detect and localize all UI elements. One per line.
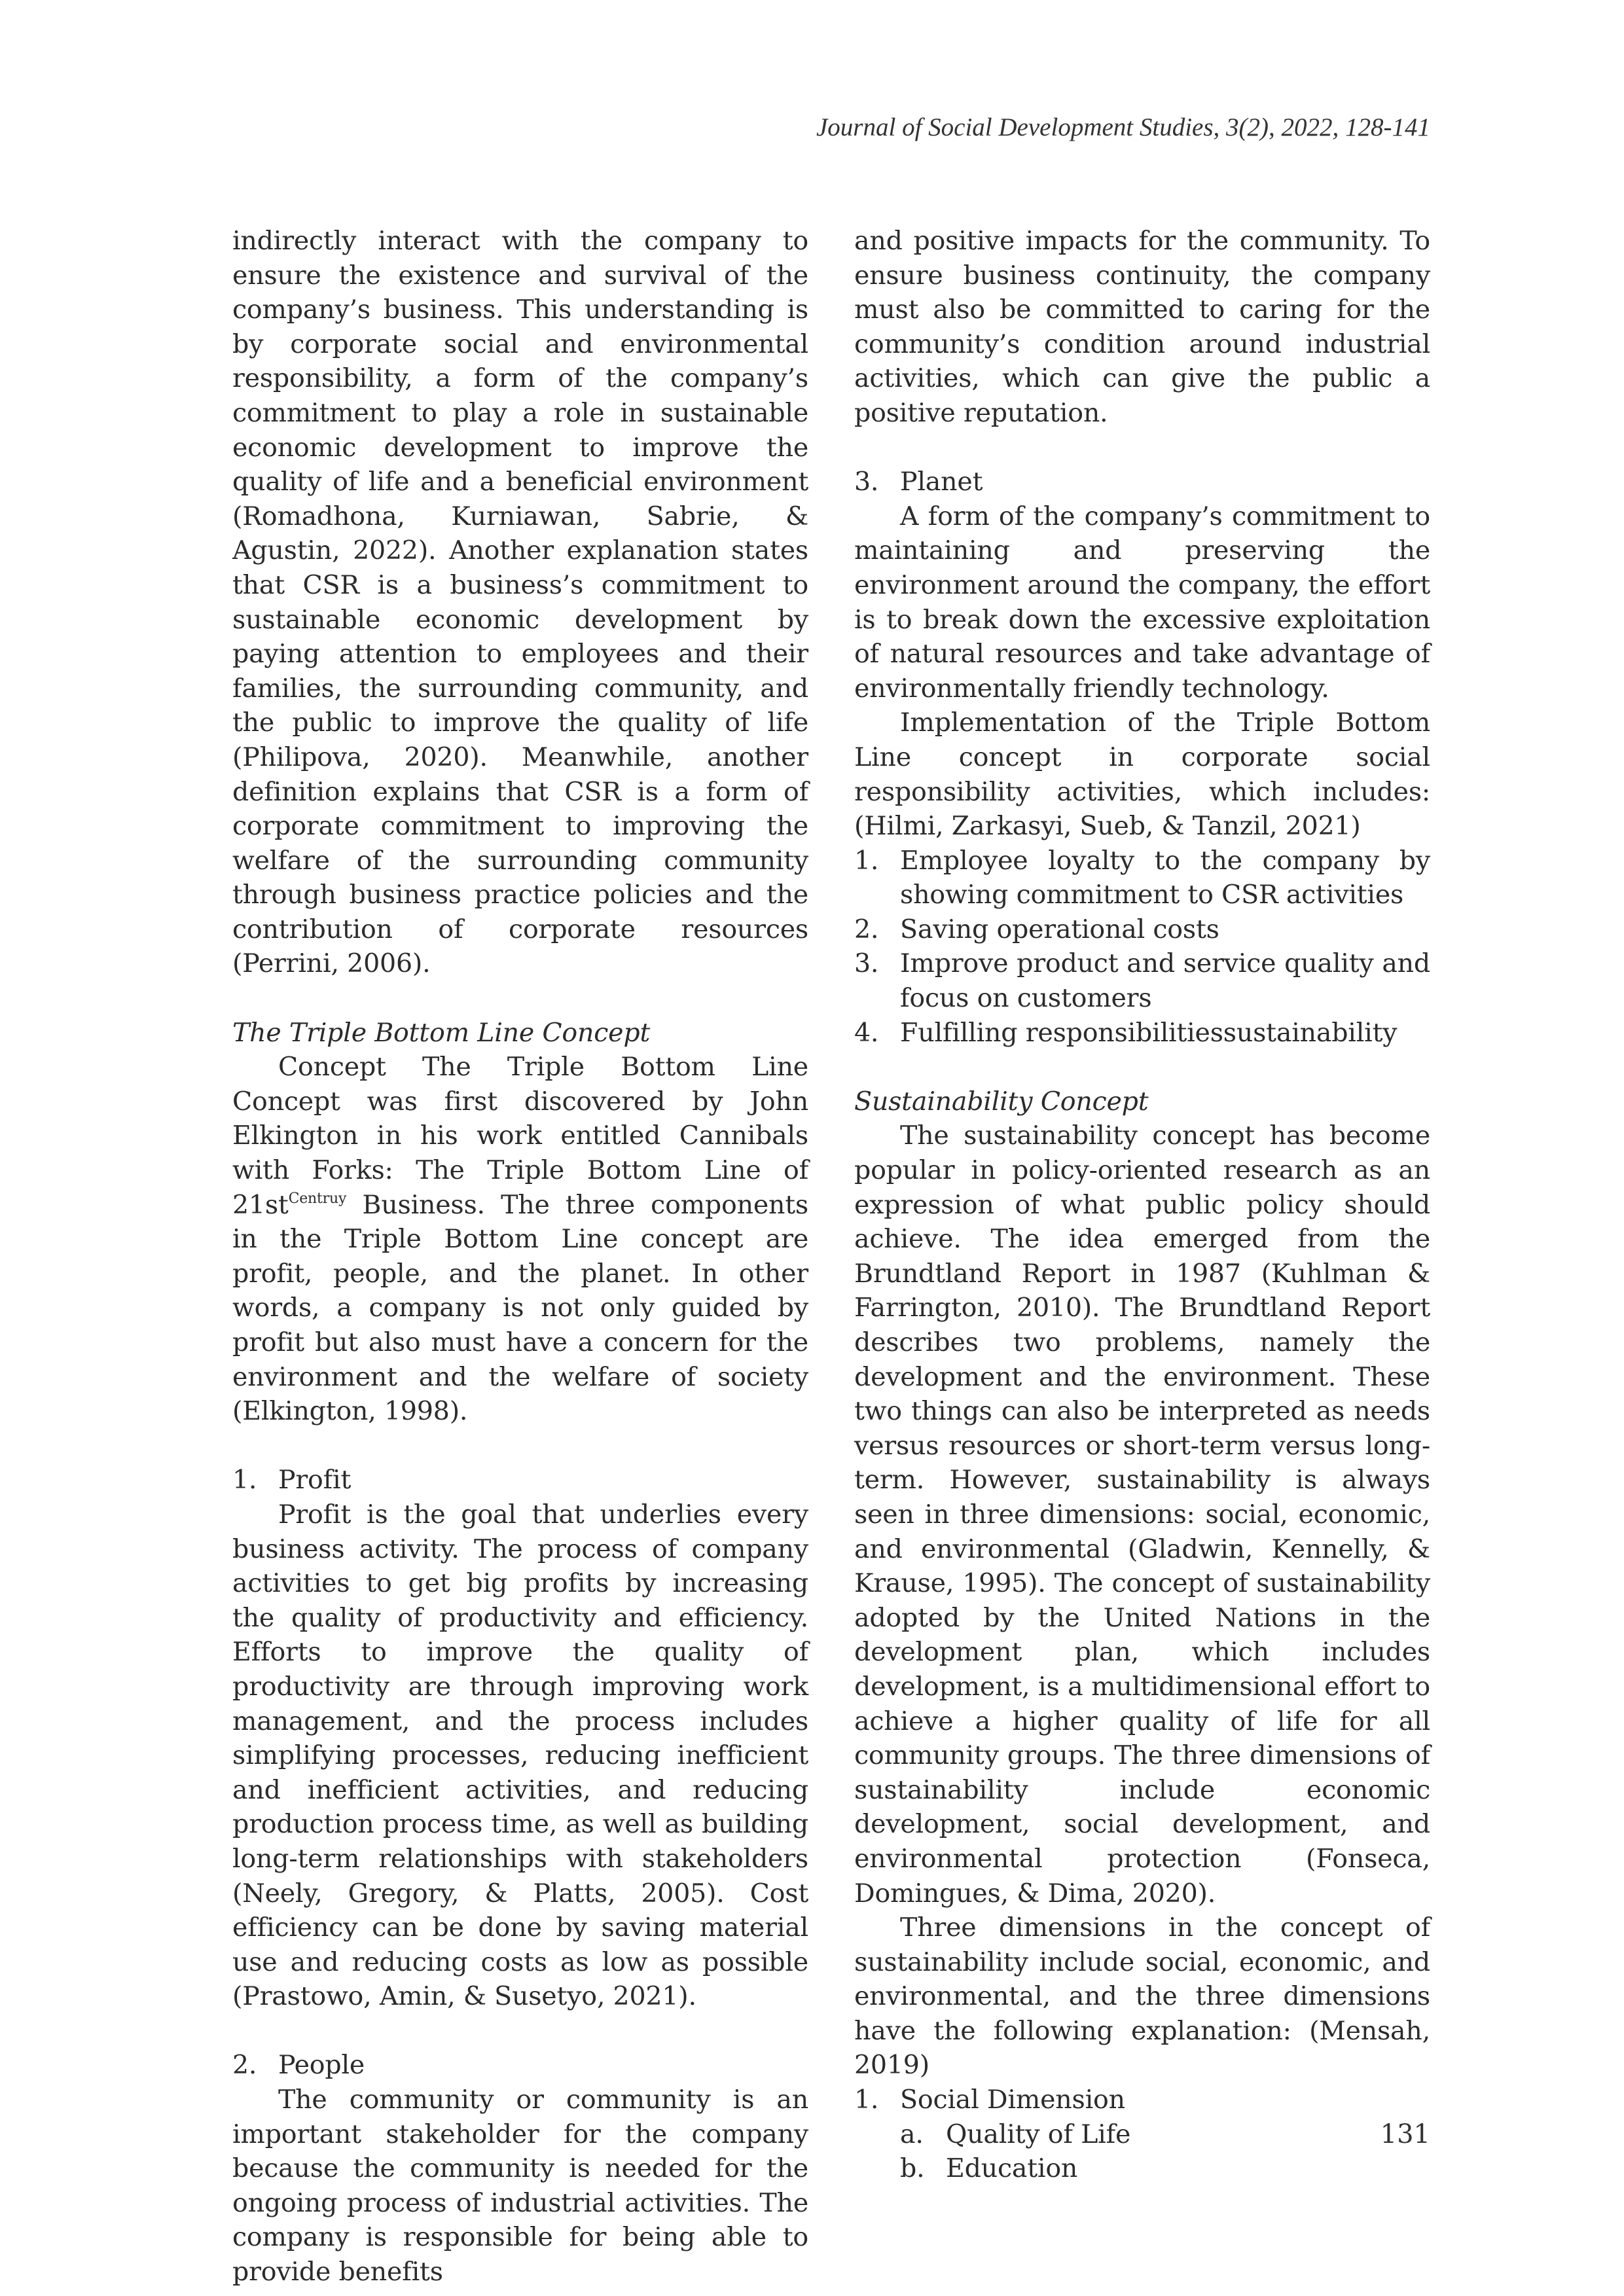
paragraph: and positive impacts for the community. To ensure business continuity, the company must also be committed to caring for the community’s condition around industrial activities, which can give the public a positive reputation. [854, 226, 1430, 428]
right-column [854, 224, 1430, 2186]
paragraph: indirectly interact with the company to ensure the existence and survival of the company’s business. This understanding is by corporate social and environmental responsibility, a form of the company’s commitment to play a role in sustainable economic development to improve the quality of life and a beneficial environment (Romadhona, Kurniawan, Sabrie, & Agustin, 2022). Another explanation states that CSR is a business’s commitment to sustainable economic development by paying attention to employees and their families, the surrounding community, and the public to improve the quality of life (Philipova, 2020). Meanwhile, another definition explains that CSR is a form of corporate commitment to improving the welfare of the surrounding community through business practice policies and the contribution of corporate resources (Perrini, 2006). [232, 226, 808, 979]
list-item: b. Education [900, 2153, 1078, 2184]
numbered-subheading: 2. People [232, 2050, 365, 2081]
numbered-subheading: 1. Social Dimension [854, 2085, 1125, 2115]
paragraph: Profit is the goal that underlies every business activity. The process of company activities to get big profits by increasing the quality of productivity and efficiency. Efforts to improve the quality of productivity are through improving work management, and the process includes simplifying processes, reducing inefficient and inefficient activities, and reducing production process time, as well as building long-term relationships with stakeholders (Neely, Gregory, & Platts, 2005). Cost efficiency can be done by saving material use and reducing costs as low as possible (Prastowo, Amin, & Susetyo, 2021). [232, 1499, 808, 2012]
list-item: 4. Fulfilling responsibilitiessustainability [854, 1017, 1398, 1048]
section-heading: Sustainability Concept [854, 1086, 1149, 1117]
list-item: 2. Saving operational costs [854, 914, 1219, 944]
numbered-subheading: 3. Planet [854, 467, 983, 497]
superscript: Centruy [288, 1190, 347, 1207]
left-column [232, 224, 808, 2289]
section-heading: The Triple Bottom Line Concept [232, 1017, 651, 1048]
journal-header: Journal of Social Development Studies, 3(2), 2022, 128-141 [816, 113, 1430, 141]
page-number: 131 [1380, 2119, 1430, 2149]
paragraph: Implementation of the Triple Bottom Line concept in corporate social responsibility activities, which includes: (Hilmi, Zarkasyi, Sueb, & Tanzil, 2021) [854, 708, 1430, 842]
list-item: 3. Improve product and service quality and focus on customers [854, 948, 1430, 1014]
paragraph: A form of the company’s commitment to maintaining and preserving the environment around the company, the effort is to break down the excessive exploitation of natural resources and take advantage of environmentally friendly technology. [854, 501, 1430, 704]
paragraph: The community or community is an important stakeholder for the company because the community is needed for the ongoing process of industrial activities. The company is responsible for being able to provide benefits [232, 2085, 808, 2287]
list-item: a. Quality of Life [900, 2119, 1131, 2149]
paragraph: Concept The Triple Bottom Line Concept was first discovered by John Elkington in his work entitled Cannibals with Forks: The Triple Bottom Line of $21st^{Centruy}$ Business. The three components in the Triple Bottom Line concept are profit, people, and the planet. In other words, a company is not only guided by profit but also must have a concern for the environment and the welfare of society (Elkington, 1998). [232, 1052, 808, 1427]
numbered-subheading: 1. Profit [232, 1465, 352, 1496]
list-item: 1. Employee loyalty to the company by showing commitment to CSR activities [854, 845, 1430, 910]
paragraph: Three dimensions in the concept of sustainability include social, economic, and environmental, and the three dimensions have the following explanation: (Mensah, 2019) [854, 1912, 1430, 2081]
paragraph: The sustainability concept has become popular in policy-oriented research as an expression of what public policy should achieve. The idea emerged from the Brundtland Report in 1987 (Kuhlman & Farrington, 2010). The Brundtland Report describes two problems, namely the development and the environment. These two things can also be interpreted as needs versus resources or short-term versus long-term. However, sustainability is always seen in three dimensions: social, economic, and environmental (Gladwin, Kennelly, & Krause, 1995). The concept of sustainability adopted by the United Nations in the development plan, which includes development, is a multidimensional effort to achieve a higher quality of life for all community groups. The three dimensions of sustainability include economic development, social development, and environmental protection (Fonseca, Domingues, & Dima, 2020). [854, 1121, 1430, 1909]
